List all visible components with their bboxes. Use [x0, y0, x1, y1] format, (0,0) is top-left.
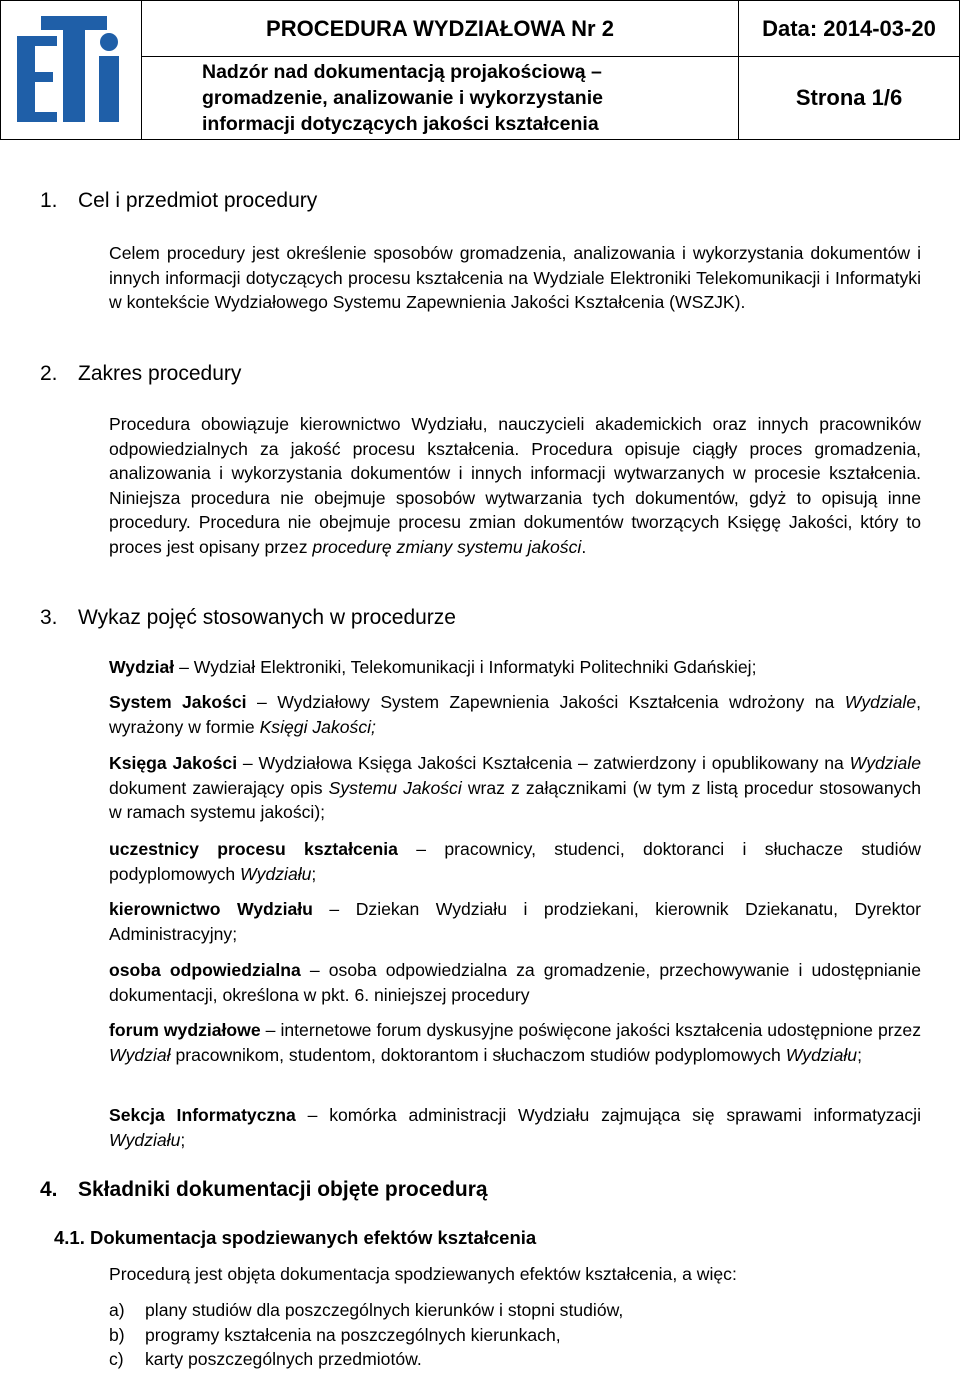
definition-term: Wydział [109, 657, 175, 677]
section-1-text: Celem procedury jest określenie sposobów gromadzenia, analizowania i wykorzystania dokumentów i innych informacji dotyczących procesu kształcenia na Wydziale Elektroniki Telekomunikacji i Informatyki w kontekście Wydziałowego Systemu Zapewnienia Jakości Kształcenia (WSZJK). [109, 243, 921, 312]
section-2-heading [40, 362, 241, 386]
procedure-date: Data: 2014-03-20 [739, 1, 960, 57]
definition-text: pracownikom, studentom, doktorantom i słuchaczom studiów podyplomowych [170, 1044, 786, 1065]
section-4-1-text: Procedurą jest objęta dokumentacja spodziewanych efektów kształcenia, a więc: [109, 1264, 737, 1284]
definition-italic: Księgi Jakości; [259, 716, 376, 737]
definition-term: Księga Jakości [109, 753, 238, 773]
definition-wydzial [109, 655, 921, 680]
subtitle-line-2: gromadzenie, analizowanie i wykorzystanie [202, 87, 603, 109]
definition-term: osoba odpowiedzialna [109, 960, 301, 980]
list-marker: c) [109, 1349, 124, 1369]
definition-term: kierownictwo Wydziału [109, 899, 313, 919]
list-item-text: programy kształcenia na poszczególnych kierunkach, [145, 1325, 561, 1345]
section-1-number: 1. [40, 189, 58, 212]
definition-italic: Wydziału [240, 863, 312, 884]
list-item [109, 1323, 561, 1348]
section-3-number: 3. [40, 606, 58, 629]
definition-text: – Wydziałowy System Zapewnienia Jakości Kształcenia wdrożony na [246, 692, 845, 712]
definition-text: – osoba odpowiedzialna za gromadzenie, przechowywanie i udostępnianie dokumentacji, określona w pkt. 6. niniejszej procedury [109, 960, 922, 1005]
definition-term: Sekcja Informatyczna [109, 1105, 296, 1125]
eti-logo [11, 8, 131, 128]
definition-text: – Wydziałowa Księga Jakości Kształcenia – zatwierdzony i opublikowany na [237, 753, 850, 773]
definition-text: ; [311, 863, 317, 884]
section-2-text-end: . [581, 536, 587, 557]
procedure-title: PROCEDURA WYDZIAŁOWA Nr 2 [142, 1, 739, 57]
definition-italic: Wydziału [785, 1044, 858, 1065]
section-1-title: Cel i przedmiot procedury [78, 189, 318, 212]
definition-text: dokument zawierający opis [109, 777, 329, 798]
definition-text: – internetowe forum dyskusyjne poświęcone jakości kształcenia udostępnione przez [260, 1020, 921, 1040]
definition-text: – pracownicy, studenci, doktoranci i słuchacze studiów podyplomowych [109, 839, 921, 884]
section-4-heading [40, 1178, 488, 1202]
list-item [109, 1347, 422, 1372]
definition-italic: Wydział [109, 1044, 171, 1065]
definition-text: ; [857, 1044, 862, 1065]
subtitle-line-3: informacji dotyczących jakości kształcenia [202, 113, 599, 135]
definition-text: ; [180, 1129, 186, 1150]
definition-osoba-odpowiedzialna [109, 958, 921, 1007]
definition-italic: Systemu Jakości [328, 777, 462, 798]
definition-term: uczestnicy procesu kształcenia [109, 839, 398, 859]
section-2-title: Zakres procedury [78, 362, 242, 385]
definition-italic: Wydziału [109, 1129, 181, 1150]
section-1-heading [40, 189, 317, 213]
definition-text: – Wydział Elektroniki, Telekomunikacji i Informatyki Politechniki Gdańskiej; [174, 657, 757, 677]
list-marker: b) [109, 1325, 125, 1345]
list-item-text: plany studiów dla poszczególnych kierunków i stopni studiów, [145, 1300, 624, 1320]
list-item [109, 1298, 623, 1323]
definition-text: – Dziekan Wydziału i prodziekani, kierownik Dziekanatu, Dyrektor Administracyjny; [109, 899, 921, 944]
section-2-text-italic: procedurę zmiany systemu jakości [312, 536, 582, 557]
section-2-text [109, 412, 921, 559]
document-header [0, 0, 960, 140]
section-4-number: 4. [40, 1178, 58, 1201]
procedure-subtitle [142, 57, 739, 140]
definition-italic: Wydziale [849, 753, 921, 773]
definition-system-jakosci [109, 690, 921, 739]
list-marker: a) [109, 1300, 125, 1320]
definition-term: forum wydziałowe [109, 1020, 261, 1040]
definition-text: wraz z załącznikami (w tym z listą procedur stosowanych w ramach systemu jakości); [109, 777, 922, 822]
section-2-text-main: Procedura obowiązuje kierownictwo Wydziału, nauczycieli akademickich oraz innych pracowników odpowiedzialnych za jakość procesu kształcenia. Procedura opisuje ciągły proces gromadzenia, analizowania i wykorzystania dokumentów i innych informacji wytwarzanych w procesie kształcenia. Niniejsza procedura nie obejmuje sposobów wytwarzania tych dokumentów, gdyż to opisują inne procedury. Procedura nie obejmuje procesu zmian dokumentów tworzących Księgę Jakości, który to proces jest opisany przez [109, 414, 921, 557]
definition-forum [109, 1018, 921, 1067]
definition-kierownictwo [109, 897, 921, 946]
definition-uczestnicy [109, 837, 921, 886]
definition-text: , wyrażony w formie [109, 692, 922, 737]
section-4-1-heading: 4.1. Dokumentacja spodziewanych efektów kształcenia [54, 1227, 537, 1248]
section-3-heading [40, 606, 456, 630]
section-4-title: Składniki dokumentacji objęte procedurą [78, 1178, 488, 1201]
definition-text: – komórka administracji Wydziału zajmująca się sprawami informatyzacji [295, 1105, 921, 1125]
definition-term: System Jakości [109, 692, 247, 712]
page-number: Strona 1/6 [739, 57, 960, 140]
definition-italic: Wydziale [844, 692, 917, 712]
section-2-number: 2. [40, 362, 58, 385]
subtitle-line-1: Nadzór nad dokumentacją projakościową – [202, 61, 602, 83]
list-item-text: karty poszczególnych przedmiotów. [145, 1349, 422, 1369]
definition-ksiega-jakosci [109, 751, 921, 825]
header-table [0, 0, 960, 140]
section-3-title: Wykaz pojęć stosowanych w procedurze [78, 606, 456, 629]
logo-cell [1, 1, 142, 140]
definition-sekcja-informatyczna [109, 1103, 921, 1152]
